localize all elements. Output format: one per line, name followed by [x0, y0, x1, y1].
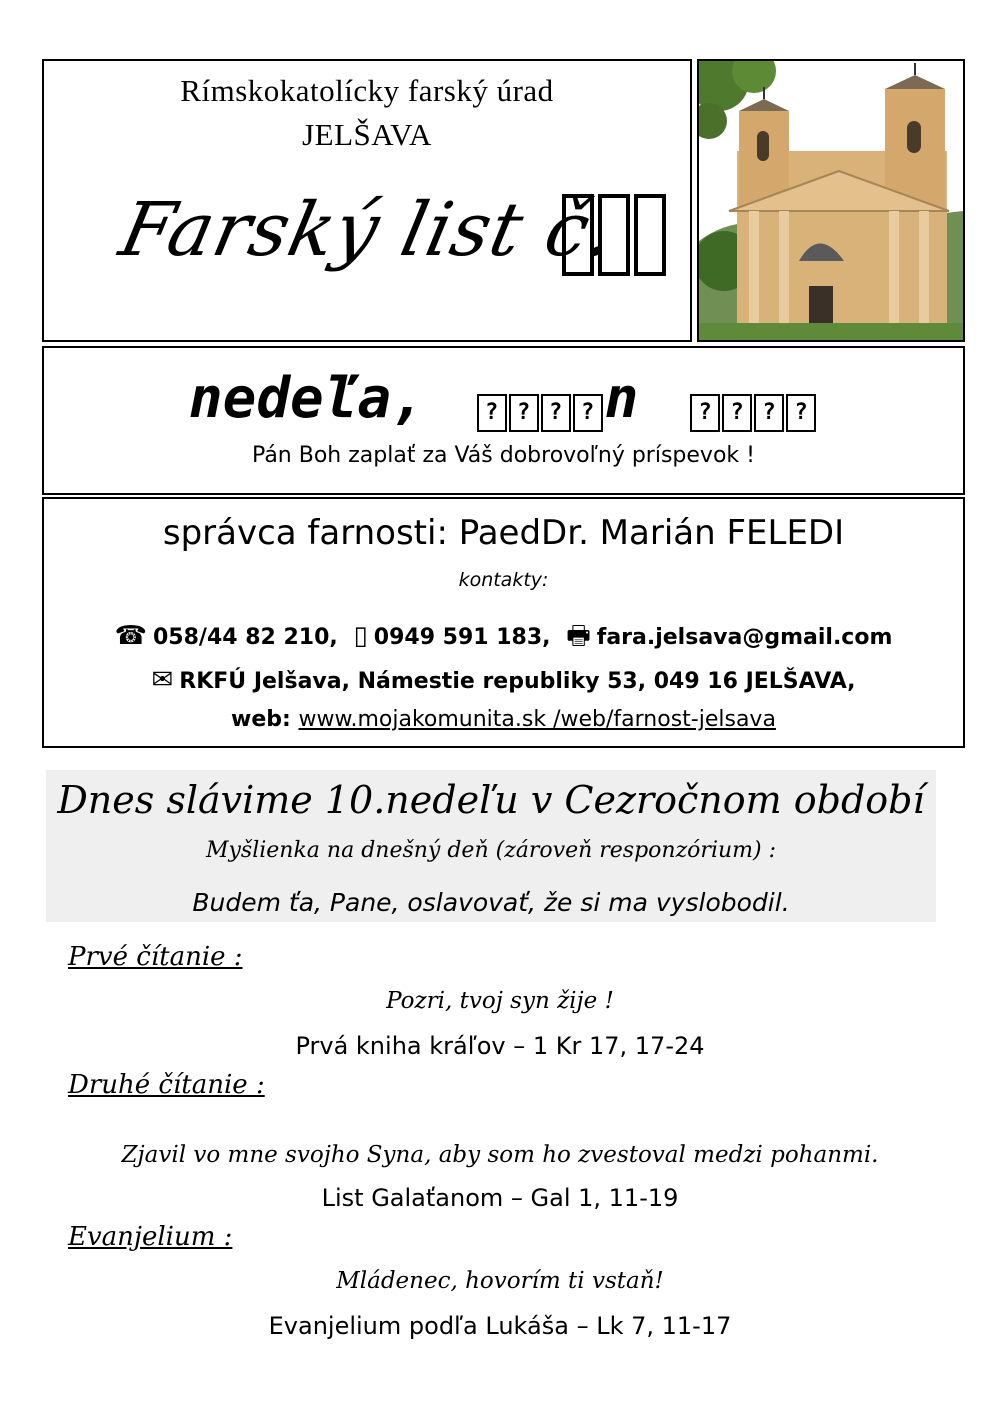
missing-glyphs: ? ? ? ? [477, 366, 605, 431]
missing-glyphs: ? ? ? ? [690, 366, 818, 431]
web-label: web: [231, 707, 291, 732]
month-suffix: n [604, 366, 639, 431]
reading-reference: Prvá kniha kráľov – 1 Kr 17, 17-24 [295, 1032, 705, 1060]
web-link[interactable]: www.mojakomunita.sk /web/farnost-jelsava [298, 707, 776, 732]
bulletin-title: Farský list č. [112, 187, 623, 273]
gospel-reference: Evanjelium podľa Lukáša – Lk 7, 11-17 [268, 1312, 732, 1340]
issue-number-box [598, 194, 630, 276]
administrator: správca farnosti: PaedDr. Marián FELEDI [162, 513, 845, 553]
church-photo [697, 59, 965, 342]
envelope-icon: ✉ [151, 665, 174, 695]
reading-reference: List Galaťanom – Gal 1, 11-19 [321, 1184, 679, 1212]
mobile-phone-icon: ▯ [353, 621, 368, 651]
phone-number: 058/44 82 210, [152, 625, 338, 650]
issue-number-box [562, 194, 594, 276]
weekday: nedeľa, [188, 366, 425, 431]
address-line [44, 665, 963, 695]
reading-heading: Druhé čítanie : [68, 1070, 265, 1100]
gospel-heading: Evanjelium : [68, 1222, 233, 1252]
contacts-label: kontakty: [458, 569, 549, 591]
postal-address: RKFÚ Jelšava, Námestie republiky 53, 049 16 JELŠAVA, [179, 669, 856, 694]
sunday-date [44, 366, 963, 432]
reading-quote: Zjavil vo mne svojho Syna, aby som ho zvestoval medzi pohanmi. [121, 1142, 879, 1168]
thought-label: Myšlienka na dnešný deň (zároveň responzórium) : [205, 838, 777, 863]
church-illustration [699, 61, 963, 340]
mobile-number: 0949 591 183, [373, 625, 551, 650]
contacts-box [42, 497, 965, 748]
printer-icon: 🖶 [566, 621, 591, 651]
donation-thanks: Pán Boh zaplať za Váš dobrovoľný príspevok ! [252, 443, 755, 468]
email-address[interactable]: fara.jelsava@gmail.com [596, 625, 893, 650]
office-name: Rímskokatolícky farský úrad [180, 73, 554, 108]
header-box [42, 59, 692, 342]
celebration-banner [46, 770, 936, 922]
responsorial-text: Budem ťa, Pane, oslavovať, že si ma vyslobodil. [192, 888, 790, 917]
reading-heading: Prvé čítanie : [68, 942, 243, 972]
office-town: JELŠAVA [302, 117, 432, 152]
gospel-quote: Mládenec, hovorím ti vstaň! [336, 1268, 664, 1294]
telephone-icon: ☎ [114, 621, 147, 651]
reading-quote: Pozri, tvoj syn žije ! [386, 988, 614, 1014]
celebration-title: Dnes slávime 10.nedeľu v Cezročnom období [57, 778, 925, 822]
date-box [42, 346, 965, 495]
issue-number-box [634, 194, 666, 276]
contact-line [44, 617, 963, 661]
web-line [44, 707, 963, 732]
